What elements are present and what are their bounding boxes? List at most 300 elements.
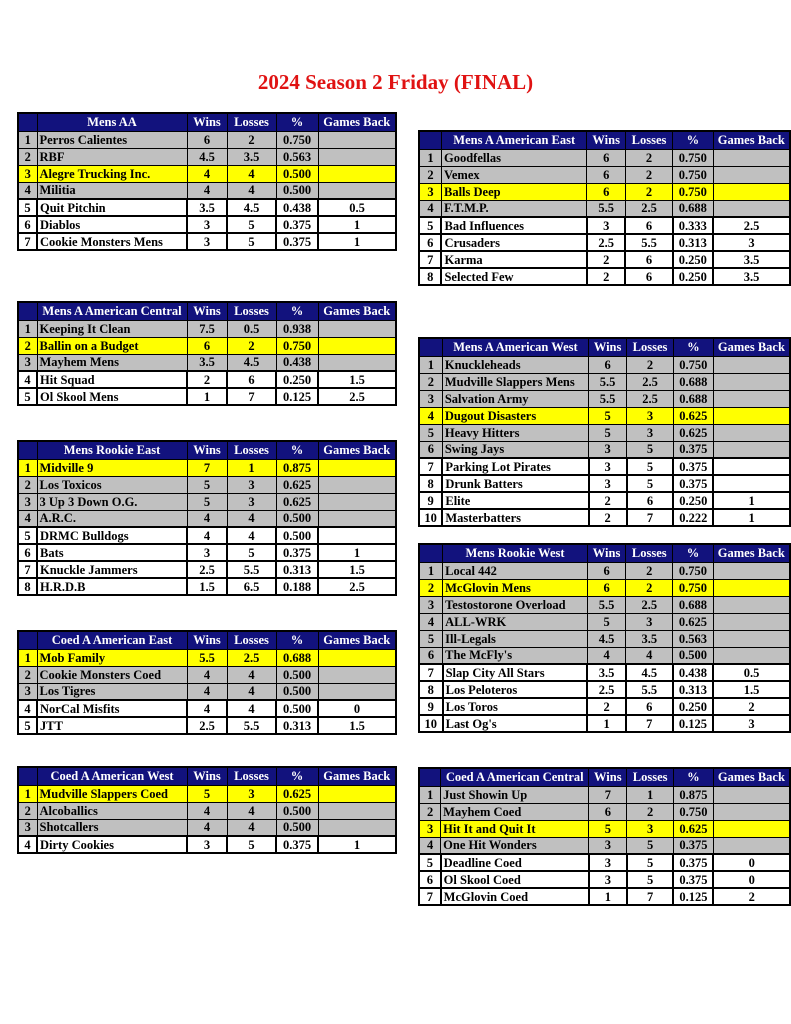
games-back-cell (713, 837, 790, 854)
wins-cell: 2.5 (187, 561, 227, 578)
team-row (419, 407, 790, 424)
games-back-cell (713, 613, 790, 630)
header-row (419, 338, 790, 356)
pct-cell: 0.500 (276, 683, 318, 700)
pct-cell: 0.938 (276, 320, 318, 337)
rank-cell: 1 (18, 131, 37, 148)
team-row (419, 183, 790, 200)
team-name-cell: JTT (37, 717, 187, 734)
rank-cell: 4 (18, 700, 37, 717)
wins-cell: 6 (587, 166, 626, 183)
wins-cell: 3 (589, 837, 627, 854)
team-row (18, 700, 396, 717)
team-row (419, 647, 790, 664)
pct-cell: 0.375 (673, 475, 713, 492)
team-name-cell: F.T.M.P. (441, 200, 586, 217)
pct-cell: 0.875 (673, 786, 713, 803)
column-header-pct: % (673, 131, 713, 149)
division-title: Mens Rookie West (443, 544, 588, 562)
wins-cell: 4 (187, 802, 227, 819)
standings-table-mens-a-american-central (17, 301, 397, 406)
standings-section-coed-a-american-east (17, 630, 397, 735)
team-name-cell: Ill-Legals (443, 630, 588, 647)
team-row (18, 148, 396, 165)
column-header-pct: % (276, 113, 318, 131)
header-corner-cell (419, 544, 443, 562)
pct-cell: 0.750 (673, 803, 713, 820)
rank-cell: 3 (18, 683, 37, 700)
losses-cell: 3 (227, 493, 276, 510)
wins-cell: 4.5 (187, 148, 227, 165)
team-row (419, 837, 790, 854)
team-name-cell: McGlovin Mens (443, 579, 588, 596)
games-back-cell: 2.5 (318, 578, 396, 595)
games-back-cell (318, 165, 396, 182)
wins-cell: 3 (587, 217, 626, 234)
rank-cell: 2 (419, 803, 441, 820)
rank-cell: 1 (18, 649, 37, 666)
pct-cell: 0.375 (276, 836, 318, 853)
team-row (419, 871, 790, 888)
losses-cell: 5 (227, 544, 276, 561)
standings-section-coed-a-american-west (17, 766, 397, 854)
wins-cell: 6 (187, 337, 227, 354)
wins-cell: 2 (187, 371, 227, 388)
rank-cell: 4 (419, 407, 442, 424)
losses-cell: 3.5 (227, 148, 276, 165)
games-back-cell (318, 476, 396, 493)
games-back-cell: 3.5 (713, 268, 790, 285)
team-name-cell: Slap City All Stars (443, 664, 588, 681)
rank-cell: 8 (419, 681, 443, 698)
pct-cell: 0.250 (673, 251, 713, 268)
losses-cell: 5.5 (227, 561, 276, 578)
column-header-pct: % (276, 302, 318, 320)
losses-cell: 4 (227, 819, 276, 836)
team-name-cell: Bad Influences (441, 217, 586, 234)
losses-cell: 6 (227, 371, 276, 388)
pct-cell: 0.500 (276, 527, 318, 544)
header-row (18, 767, 396, 785)
losses-cell: 4.5 (227, 199, 276, 216)
pct-cell: 0.250 (673, 492, 713, 509)
games-back-cell: 1 (318, 544, 396, 561)
wins-cell: 5.5 (589, 373, 627, 390)
header-corner-cell (419, 338, 442, 356)
losses-cell: 6 (625, 251, 672, 268)
column-header-losses: Losses (626, 544, 673, 562)
losses-cell: 6.5 (227, 578, 276, 595)
wins-cell: 6 (587, 149, 626, 166)
header-corner-cell (18, 767, 37, 785)
team-name-cell: Mayhem Mens (37, 354, 187, 371)
losses-cell: 1 (627, 786, 674, 803)
games-back-cell (318, 819, 396, 836)
team-row (18, 510, 396, 527)
column-header-wins: Wins (187, 113, 227, 131)
column-header-games-back: Games Back (318, 302, 396, 320)
losses-cell: 3 (227, 476, 276, 493)
wins-cell: 3 (187, 544, 227, 561)
column-header-losses: Losses (227, 113, 276, 131)
losses-cell: 4 (227, 666, 276, 683)
team-row (18, 371, 396, 388)
team-name-cell: Quit Pitchin (37, 199, 187, 216)
wins-cell: 3 (589, 441, 627, 458)
losses-cell: 5 (227, 836, 276, 853)
losses-cell: 4 (227, 527, 276, 544)
page-title: 2024 Season 2 Friday (FINAL) (257, 70, 534, 94)
team-name-cell: Hit It and Quit It (441, 820, 589, 837)
wins-cell: 2 (589, 492, 627, 509)
games-back-cell: 1 (318, 233, 396, 250)
games-back-cell: 0 (713, 854, 790, 871)
games-back-cell: 0.5 (318, 199, 396, 216)
team-row (419, 562, 790, 579)
rank-cell: 1 (18, 320, 37, 337)
pct-cell: 0.375 (276, 233, 318, 250)
rank-cell: 2 (18, 148, 37, 165)
team-name-cell: Keeping It Clean (37, 320, 187, 337)
standings-table-mens-a-american-west (418, 337, 791, 527)
wins-cell: 5.5 (587, 596, 625, 613)
header-row (419, 768, 790, 786)
games-back-cell (713, 390, 790, 407)
team-row (18, 233, 396, 250)
games-back-cell: 2.5 (318, 388, 396, 405)
pct-cell: 0.625 (276, 785, 318, 802)
wins-cell: 3.5 (587, 664, 625, 681)
rank-cell: 3 (419, 820, 441, 837)
losses-cell: 0.5 (227, 320, 276, 337)
rank-cell: 7 (419, 664, 443, 681)
team-row (419, 596, 790, 613)
team-row (419, 149, 790, 166)
wins-cell: 2 (587, 251, 626, 268)
rank-cell: 5 (419, 424, 442, 441)
team-name-cell: Balls Deep (441, 183, 586, 200)
wins-cell: 2 (589, 509, 627, 526)
pct-cell: 0.500 (276, 802, 318, 819)
games-back-cell: 3 (713, 234, 790, 251)
rank-cell: 6 (419, 647, 443, 664)
games-back-cell: 3.5 (713, 251, 790, 268)
rank-cell: 3 (419, 596, 443, 613)
wins-cell: 1 (589, 888, 627, 905)
pct-cell: 0.313 (673, 234, 713, 251)
rank-cell: 5 (419, 630, 443, 647)
games-back-cell (318, 527, 396, 544)
team-row (419, 613, 790, 630)
team-row (18, 785, 396, 802)
team-name-cell: Shotcallers (37, 819, 187, 836)
wins-cell: 3 (589, 854, 627, 871)
standings-section-mens-rookie-west (418, 543, 791, 733)
team-row (419, 268, 790, 285)
team-name-cell: Swing Jays (442, 441, 588, 458)
pct-cell: 0.313 (276, 561, 318, 578)
standings-section-mens-a-american-central (17, 301, 397, 406)
rank-cell: 1 (419, 786, 441, 803)
games-back-cell (318, 182, 396, 199)
column-header-wins: Wins (589, 768, 627, 786)
losses-cell: 3 (627, 820, 674, 837)
team-row (419, 390, 790, 407)
team-row (18, 354, 396, 371)
rank-cell: 1 (18, 459, 37, 476)
team-row (419, 854, 790, 871)
losses-cell: 7 (627, 888, 674, 905)
games-back-cell (318, 683, 396, 700)
wins-cell: 3 (187, 216, 227, 233)
losses-cell: 7 (626, 715, 673, 732)
pct-cell: 0.250 (276, 371, 318, 388)
rank-cell: 4 (419, 200, 441, 217)
rank-cell: 10 (419, 715, 443, 732)
team-name-cell: H.R.D.B (37, 578, 187, 595)
rank-cell: 2 (18, 666, 37, 683)
pct-cell: 0.625 (276, 493, 318, 510)
wins-cell: 4 (187, 527, 227, 544)
games-back-cell (318, 510, 396, 527)
team-row (419, 475, 790, 492)
team-row (18, 666, 396, 683)
wins-cell: 5 (187, 785, 227, 802)
team-row (419, 424, 790, 441)
team-row (18, 527, 396, 544)
team-row (18, 131, 396, 148)
games-back-cell (713, 183, 790, 200)
losses-cell: 2.5 (627, 373, 674, 390)
rank-cell: 1 (419, 149, 441, 166)
pct-cell: 0.688 (673, 373, 713, 390)
header-row (419, 544, 790, 562)
losses-cell: 4.5 (626, 664, 673, 681)
pct-cell: 0.500 (673, 647, 713, 664)
wins-cell: 5 (589, 820, 627, 837)
standings-section-mens-rookie-east (17, 440, 397, 596)
team-name-cell: Alcoballics (37, 802, 187, 819)
team-row (419, 458, 790, 475)
rank-cell: 2 (419, 373, 442, 390)
team-row (419, 664, 790, 681)
games-back-cell: 2.5 (713, 217, 790, 234)
games-back-cell: 1 (318, 836, 396, 853)
column-header-games-back: Games Back (318, 631, 396, 649)
losses-cell: 2.5 (625, 200, 672, 217)
losses-cell: 2 (625, 166, 672, 183)
pct-cell: 0.375 (673, 441, 713, 458)
team-name-cell: RBF (37, 148, 187, 165)
column-header-losses: Losses (627, 338, 674, 356)
column-header-wins: Wins (587, 131, 626, 149)
wins-cell: 6 (587, 579, 625, 596)
column-header-wins: Wins (187, 302, 227, 320)
header-row (18, 631, 396, 649)
wins-cell: 1 (187, 388, 227, 405)
team-row (18, 717, 396, 734)
games-back-cell (713, 166, 790, 183)
rank-cell: 2 (18, 476, 37, 493)
losses-cell: 5.5 (227, 717, 276, 734)
pct-cell: 0.750 (673, 562, 713, 579)
standings-table-mens-rookie-east (17, 440, 397, 596)
team-name-cell: One Hit Wonders (441, 837, 589, 854)
team-name-cell: Selected Few (441, 268, 586, 285)
losses-cell: 7 (627, 509, 674, 526)
team-row (419, 251, 790, 268)
wins-cell: 4 (187, 819, 227, 836)
team-name-cell: Last Og's (443, 715, 588, 732)
rank-cell: 1 (18, 785, 37, 802)
wins-cell: 4 (187, 666, 227, 683)
column-header-losses: Losses (227, 441, 276, 459)
rank-cell: 5 (419, 217, 441, 234)
team-name-cell: Just Showin Up (441, 786, 589, 803)
standings-section-mens-aa (17, 112, 397, 251)
losses-cell: 4 (227, 165, 276, 182)
team-row (419, 200, 790, 217)
pct-cell: 0.625 (673, 424, 713, 441)
standings-table-coed-a-american-west (17, 766, 397, 854)
team-name-cell: Heavy Hitters (442, 424, 588, 441)
team-name-cell: A.R.C. (37, 510, 187, 527)
losses-cell: 5 (227, 233, 276, 250)
column-header-games-back: Games Back (713, 544, 790, 562)
rank-cell: 6 (419, 871, 441, 888)
division-title: Coed A American East (37, 631, 187, 649)
pct-cell: 0.750 (673, 149, 713, 166)
team-name-cell: Ol Skool Mens (37, 388, 187, 405)
team-name-cell: Diablos (37, 216, 187, 233)
wins-cell: 2.5 (587, 234, 626, 251)
losses-cell: 5 (627, 441, 674, 458)
pct-cell: 0.250 (673, 698, 713, 715)
team-row (18, 320, 396, 337)
wins-cell: 6 (587, 183, 626, 200)
team-row (419, 888, 790, 905)
losses-cell: 4 (227, 700, 276, 717)
division-title: Coed A American West (37, 767, 187, 785)
team-name-cell: Alegre Trucking Inc. (37, 165, 187, 182)
pct-cell: 0.375 (673, 871, 713, 888)
header-row (18, 302, 396, 320)
team-name-cell: Los Toros (443, 698, 588, 715)
team-name-cell: Mudville Slappers Coed (37, 785, 187, 802)
header-row (18, 441, 396, 459)
rank-cell: 2 (18, 802, 37, 819)
team-name-cell: ALL-WRK (443, 613, 588, 630)
games-back-cell (318, 354, 396, 371)
team-row (18, 459, 396, 476)
games-back-cell: 1.5 (318, 371, 396, 388)
losses-cell: 3.5 (626, 630, 673, 647)
losses-cell: 6 (625, 217, 672, 234)
team-row (18, 199, 396, 216)
pct-cell: 0.125 (673, 715, 713, 732)
team-row (419, 803, 790, 820)
team-name-cell: NorCal Misfits (37, 700, 187, 717)
pct-cell: 0.222 (673, 509, 713, 526)
wins-cell: 1.5 (187, 578, 227, 595)
pct-cell: 0.688 (673, 200, 713, 217)
losses-cell: 5.5 (625, 234, 672, 251)
team-row (419, 356, 790, 373)
wins-cell: 6 (187, 131, 227, 148)
team-row (18, 388, 396, 405)
team-name-cell: McGlovin Coed (441, 888, 589, 905)
rank-cell: 7 (419, 888, 441, 905)
column-header-games-back: Games Back (713, 131, 790, 149)
rank-cell: 9 (419, 698, 443, 715)
games-back-cell (318, 649, 396, 666)
team-name-cell: Karma (441, 251, 586, 268)
losses-cell: 2 (626, 579, 673, 596)
pct-cell: 0.563 (276, 148, 318, 165)
losses-cell: 4.5 (227, 354, 276, 371)
team-name-cell: Cookie Monsters Coed (37, 666, 187, 683)
rank-cell: 4 (18, 510, 37, 527)
team-row (18, 216, 396, 233)
losses-cell: 2 (627, 803, 674, 820)
losses-cell: 2.5 (626, 596, 673, 613)
standings-table-coed-a-american-central (418, 767, 791, 906)
rank-cell: 4 (419, 837, 441, 854)
rank-cell: 4 (419, 613, 443, 630)
team-row (18, 493, 396, 510)
wins-cell: 3 (187, 233, 227, 250)
wins-cell: 2.5 (187, 717, 227, 734)
column-header-pct: % (276, 631, 318, 649)
team-row (419, 234, 790, 251)
rank-cell: 6 (419, 441, 442, 458)
pct-cell: 0.125 (673, 888, 713, 905)
rank-cell: 4 (18, 836, 37, 853)
team-name-cell: Vemex (441, 166, 586, 183)
pct-cell: 0.500 (276, 510, 318, 527)
team-name-cell: Midville 9 (37, 459, 187, 476)
rank-cell: 2 (419, 579, 443, 596)
team-row (18, 544, 396, 561)
games-back-cell (318, 802, 396, 819)
pct-cell: 0.563 (673, 630, 713, 647)
rank-cell: 10 (419, 509, 442, 526)
pct-cell: 0.438 (276, 354, 318, 371)
losses-cell: 3 (627, 407, 674, 424)
team-row (419, 820, 790, 837)
losses-cell: 6 (625, 268, 672, 285)
division-title: Mens A American East (441, 131, 586, 149)
team-name-cell: Knuckleheads (442, 356, 588, 373)
column-header-losses: Losses (227, 631, 276, 649)
games-back-cell (713, 630, 790, 647)
wins-cell: 3.5 (187, 199, 227, 216)
team-name-cell: Mudville Slappers Mens (442, 373, 588, 390)
team-row (18, 182, 396, 199)
header-row (18, 113, 396, 131)
team-row (18, 476, 396, 493)
pct-cell: 0.438 (673, 664, 713, 681)
games-back-cell (713, 647, 790, 664)
wins-cell: 7 (589, 786, 627, 803)
team-name-cell: 3 Up 3 Down O.G. (37, 493, 187, 510)
games-back-cell: 1.5 (318, 717, 396, 734)
pct-cell: 0.500 (276, 165, 318, 182)
losses-cell: 3 (227, 785, 276, 802)
games-back-cell (713, 820, 790, 837)
wins-cell: 7.5 (187, 320, 227, 337)
games-back-cell: 0 (713, 871, 790, 888)
